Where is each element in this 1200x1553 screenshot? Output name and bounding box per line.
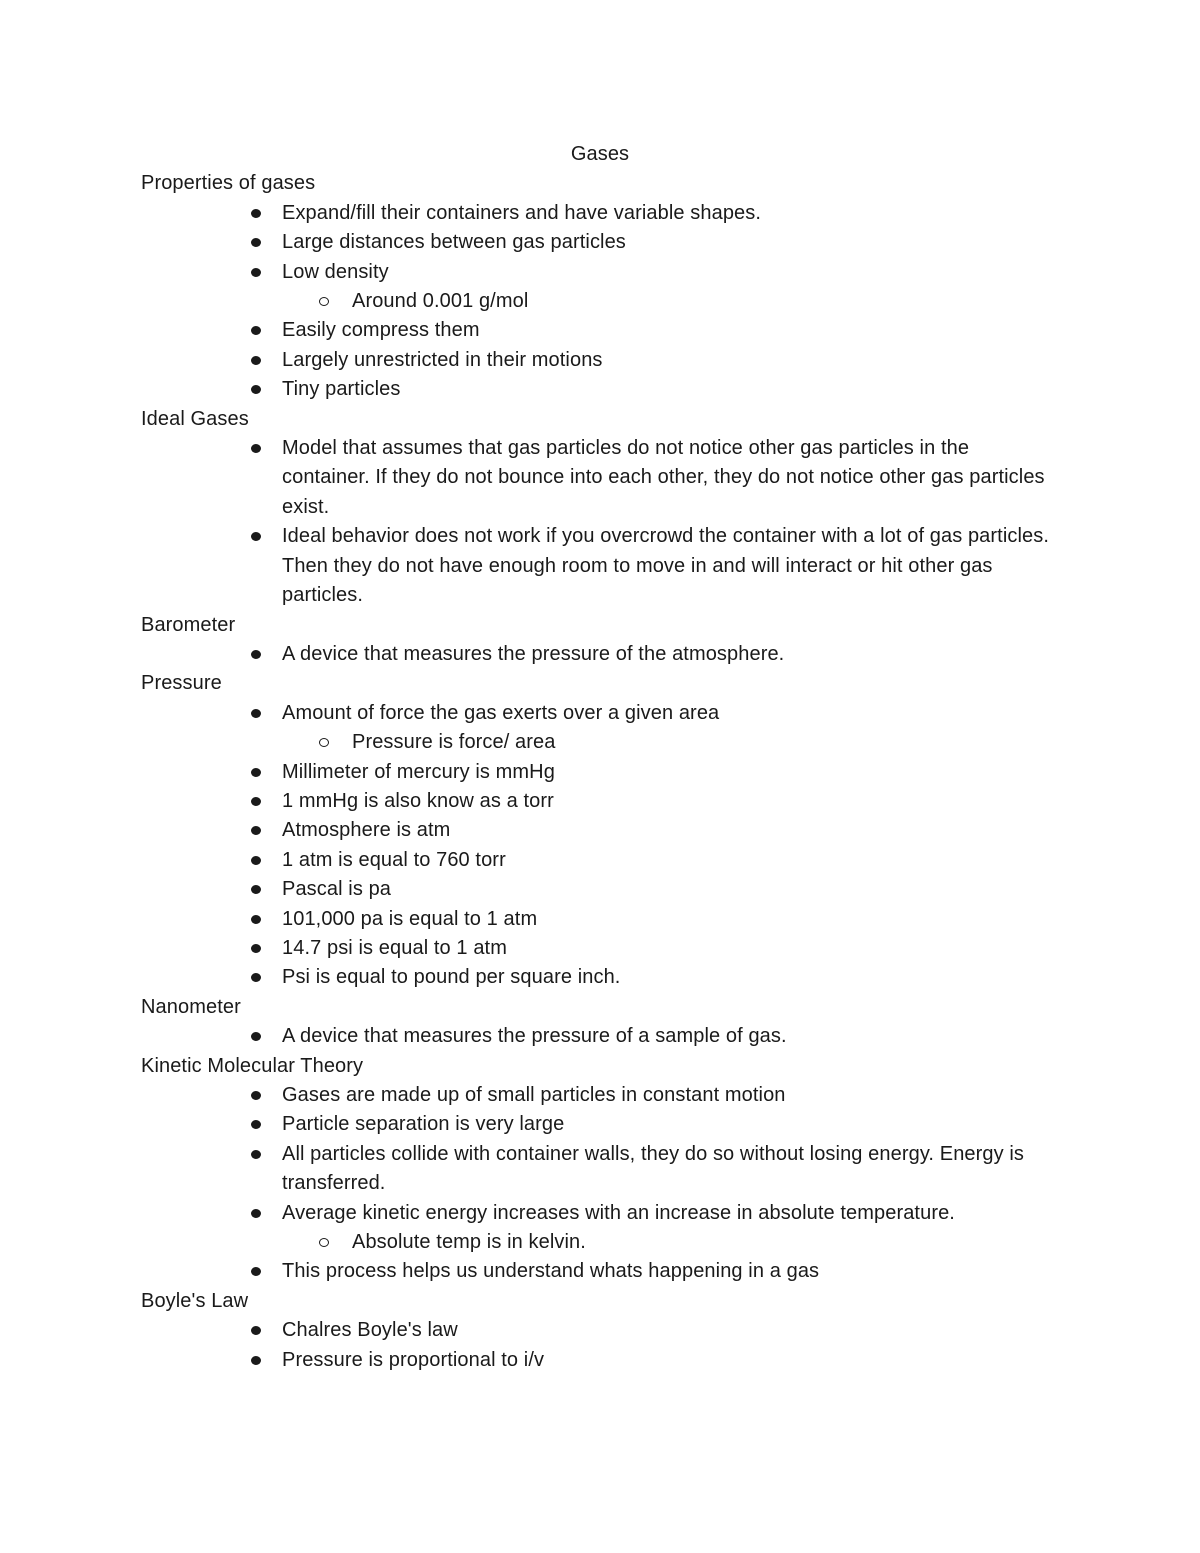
filled-bullet-icon bbox=[251, 385, 261, 394]
list-item bbox=[282, 258, 1061, 317]
filled-bullet-icon bbox=[251, 973, 261, 982]
list-item bbox=[282, 846, 1061, 875]
bullet-list bbox=[141, 699, 1061, 993]
list-item-text: Expand/fill their containers and have variable shapes. bbox=[282, 201, 762, 224]
list-item-text: Low density bbox=[282, 260, 389, 283]
list-item-text: Easily compress them bbox=[282, 319, 480, 342]
list-item-text: Pascal is pa bbox=[282, 878, 392, 901]
bullet-list bbox=[141, 434, 1061, 610]
sub-list-item-text: Around 0.001 g/mol bbox=[352, 290, 529, 313]
list-item-text: Average kinetic energy increases with an increase in absolute temperature. bbox=[282, 1201, 955, 1224]
bullet-list bbox=[141, 199, 1061, 405]
section-heading-kinetic-molecular-theory: Kinetic Molecular Theory bbox=[141, 1054, 364, 1077]
list-item bbox=[282, 1081, 1061, 1110]
list-item-text: Gases are made up of small particles in constant motion bbox=[282, 1084, 786, 1106]
filled-bullet-icon bbox=[251, 1267, 261, 1276]
hollow-bullet-icon bbox=[319, 738, 329, 747]
section-heading-pressure: Pressure bbox=[141, 672, 222, 695]
list-item-text: Large distances between gas particles bbox=[282, 231, 626, 254]
filled-bullet-icon bbox=[251, 326, 261, 335]
list-item bbox=[282, 434, 1061, 522]
filled-bullet-icon bbox=[251, 797, 261, 806]
list-item-text: Amount of force the gas exerts over a given area bbox=[282, 701, 720, 724]
list-item bbox=[282, 699, 1061, 758]
list-item bbox=[282, 522, 1061, 610]
list-item-text: Millimeter of mercury is mmHg bbox=[282, 760, 555, 783]
list-item-text: A device that measures the pressure of the atmosphere. bbox=[282, 642, 785, 665]
list-item-text: Chalres Boyle's law bbox=[282, 1319, 458, 1342]
filled-bullet-icon bbox=[251, 1120, 261, 1129]
document-page bbox=[141, 140, 1061, 1375]
filled-bullet-icon bbox=[251, 356, 261, 365]
list-item-text: Atmosphere is atm bbox=[282, 819, 451, 842]
sub-bullet-list bbox=[282, 1228, 1061, 1257]
list-item bbox=[282, 1257, 1061, 1286]
list-item-text: 14.7 psi is equal to 1 atm bbox=[282, 936, 507, 959]
sub-list-item-text: Pressure is force/ area bbox=[352, 731, 556, 754]
list-item-text: This process helps us understand whats happening in a gas bbox=[282, 1260, 820, 1283]
list-item bbox=[282, 1346, 1061, 1375]
section-heading-barometer: Barometer bbox=[141, 613, 236, 636]
list-item-text: Ideal behavior does not work if you overcrowd the container with a lot of gas particles. Then they do not have enough room to move in and will interact or hit other gas particles. bbox=[282, 525, 1049, 607]
section-heading-ideal-gases: Ideal Gases bbox=[141, 407, 249, 430]
list-item bbox=[282, 1140, 1061, 1199]
list-item-text: Largely unrestricted in their motions bbox=[282, 348, 603, 371]
filled-bullet-icon bbox=[251, 268, 261, 277]
list-item bbox=[282, 787, 1061, 816]
section-heading-properties-of-gases: Properties of gases bbox=[141, 172, 316, 195]
hollow-bullet-icon bbox=[319, 1238, 329, 1247]
bullet-list bbox=[141, 1081, 1061, 1287]
sub-list-item bbox=[352, 287, 1061, 316]
list-item bbox=[282, 905, 1061, 934]
section-heading-boyle-s-law: Boyle's Law bbox=[141, 1289, 249, 1312]
filled-bullet-icon bbox=[251, 1032, 261, 1041]
filled-bullet-icon bbox=[251, 944, 261, 953]
list-item bbox=[282, 1199, 1061, 1258]
filled-bullet-icon bbox=[251, 1150, 261, 1159]
sub-list-item bbox=[352, 728, 1061, 757]
list-item bbox=[282, 640, 1061, 669]
filled-bullet-icon bbox=[251, 238, 261, 247]
list-item bbox=[282, 228, 1061, 257]
filled-bullet-icon bbox=[251, 1326, 261, 1335]
list-item-text: 101,000 pa is equal to 1 atm bbox=[282, 907, 538, 930]
hollow-bullet-icon bbox=[319, 297, 329, 306]
bullet-list bbox=[141, 1022, 1061, 1051]
list-item bbox=[282, 758, 1061, 787]
filled-bullet-icon bbox=[251, 709, 261, 718]
bullet-list bbox=[141, 640, 1061, 669]
section-heading-nanometer: Nanometer bbox=[141, 995, 241, 1018]
list-item-text: Pressure is proportional to i/v bbox=[282, 1348, 545, 1371]
filled-bullet-icon bbox=[251, 768, 261, 777]
list-item-text: Psi is equal to pound per square inch. bbox=[282, 966, 621, 989]
list-item bbox=[282, 875, 1061, 904]
filled-bullet-icon bbox=[251, 915, 261, 924]
sub-bullet-list bbox=[282, 287, 1061, 316]
filled-bullet-icon bbox=[251, 856, 261, 865]
sections-container bbox=[141, 169, 1061, 1375]
filled-bullet-icon bbox=[251, 444, 261, 453]
list-item-text: Model that assumes that gas particles do not notice other gas particles in the container. If they do not bounce into each other, they do not notice other gas particles exist. bbox=[282, 437, 1045, 518]
list-item bbox=[282, 199, 1061, 228]
sub-bullet-list bbox=[282, 728, 1061, 757]
filled-bullet-icon bbox=[251, 1356, 261, 1365]
sub-list-item bbox=[352, 1228, 1061, 1257]
filled-bullet-icon bbox=[251, 1209, 261, 1218]
list-item bbox=[282, 816, 1061, 845]
list-item-text: 1 atm is equal to 760 torr bbox=[282, 848, 506, 871]
list-item-text: A device that measures the pressure of a sample of gas. bbox=[282, 1025, 787, 1048]
page-title: Gases bbox=[570, 143, 630, 165]
list-item-text: Tiny particles bbox=[282, 378, 401, 401]
filled-bullet-icon bbox=[251, 532, 261, 541]
filled-bullet-icon bbox=[251, 885, 261, 894]
list-item bbox=[282, 963, 1061, 992]
filled-bullet-icon bbox=[251, 650, 261, 659]
bullet-list bbox=[141, 1316, 1061, 1375]
list-item bbox=[282, 1022, 1061, 1051]
list-item bbox=[282, 346, 1061, 375]
list-item bbox=[282, 1110, 1061, 1139]
list-item-text: 1 mmHg is also know as a torr bbox=[282, 789, 554, 812]
sub-list-item-text: Absolute temp is in kelvin. bbox=[352, 1231, 586, 1254]
list-item bbox=[282, 316, 1061, 345]
list-item bbox=[282, 934, 1061, 963]
filled-bullet-icon bbox=[251, 209, 261, 218]
list-item bbox=[282, 1316, 1061, 1345]
filled-bullet-icon bbox=[251, 826, 261, 835]
list-item bbox=[282, 375, 1061, 404]
list-item-text: All particles collide with container walls, they do so without losing energy. Energy is transferred. bbox=[282, 1142, 1025, 1195]
filled-bullet-icon bbox=[251, 1091, 261, 1100]
list-item-text: Particle separation is very large bbox=[282, 1113, 565, 1136]
